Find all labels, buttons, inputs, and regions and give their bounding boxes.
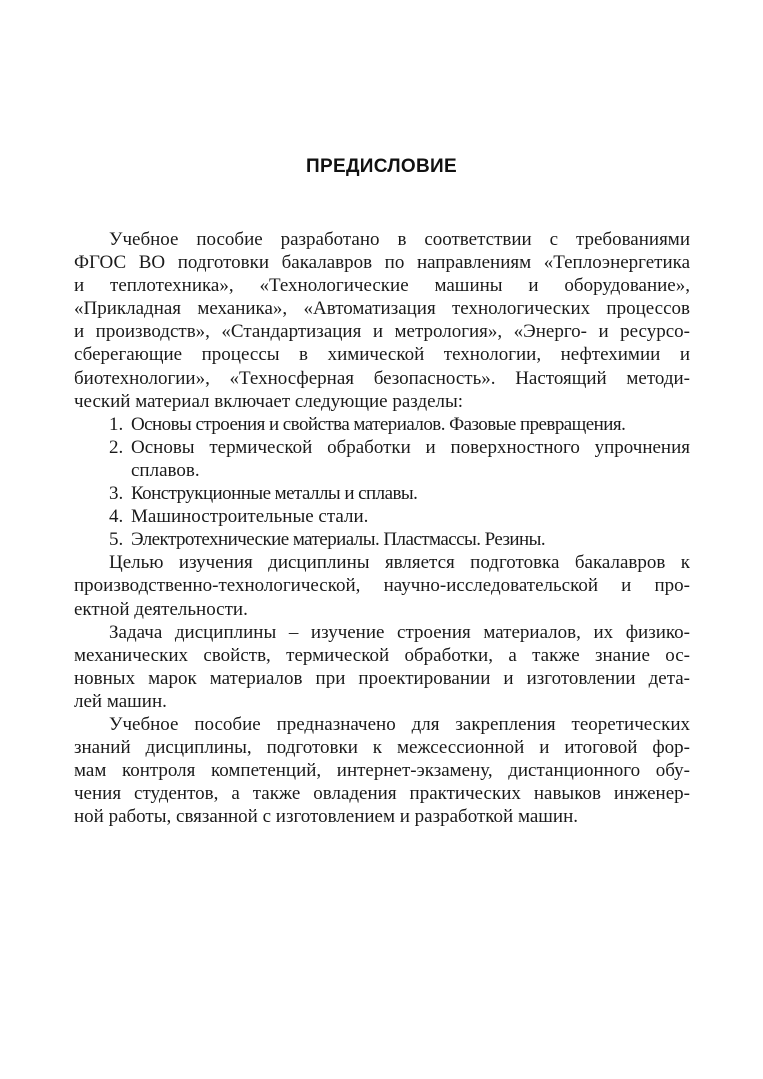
text-line: «Прикладная механика», «Автоматизация технологических процессов (74, 298, 690, 320)
list-item (74, 528, 690, 551)
list-item (74, 505, 690, 528)
list-item-number: 5. (109, 529, 124, 551)
sections-list (74, 413, 690, 552)
text-line: Учебное пособие разработано в соответствии с требованиями (109, 229, 690, 250)
text-line: ной работы, связанной с изготовлением и разработкой машин. (74, 806, 578, 828)
list-item-text: Основы строения и свойства материалов. Фазовые превращения. (131, 413, 626, 435)
text-line: Задача дисциплины – изучение строения материалов, их физико- (109, 621, 690, 643)
text-line: ектной деятельности. (74, 598, 248, 620)
text-line: знаний дисциплины, подготовки к межсессионной и итоговой фор- (74, 737, 690, 759)
list-item (74, 413, 690, 436)
purpose-paragraph (74, 713, 690, 828)
text-line: ческий материал включает следующие разделы: (74, 390, 464, 412)
list-item-text: Основы термической обработки и поверхностного упрочнения (131, 436, 690, 458)
task-paragraph (74, 621, 690, 713)
list-item-number: 1. (109, 413, 124, 435)
list-item-number: 2. (109, 436, 124, 458)
list-item (74, 482, 690, 505)
text-line: производственно-технологической, научно-исследовательской и про- (74, 575, 690, 597)
text-line: чения студентов, а также овладения практических навыков инженер- (74, 783, 690, 805)
text-line: и производств», «Стандартизация и метрология», «Энерго- и ресурсо- (74, 321, 690, 343)
text-line: новных марок материалов при проектировании и изготовлении дета- (74, 667, 690, 689)
list-item-text: Машиностроительные стали. (131, 506, 369, 528)
list-item-number: 3. (109, 483, 124, 505)
list-item-number: 4. (109, 506, 124, 528)
list-item-text: Электротехнические материалы. Пластмассы. Резины. (131, 529, 546, 551)
list-item-text: Конструкционные металлы и сплавы. (131, 483, 418, 505)
list-item-text: сплавов. (131, 459, 200, 481)
goal-paragraph (74, 551, 690, 620)
text-line: сберегающие процессы в химической технологии, нефтехимии и (74, 344, 690, 366)
intro-paragraph (74, 228, 690, 413)
text-line: Учебное пособие предназначено для закрепления теоретических (109, 713, 690, 735)
text-line: Целью изучения дисциплины является подготовка бакалавров к (109, 552, 690, 574)
text-line: мам контроля компетенций, интернет-экзамену, дистанционного обу- (74, 760, 690, 782)
preface-body (74, 228, 690, 828)
list-item (74, 436, 690, 482)
text-line: биотехнологии», «Техносферная безопасность». Настоящий методи- (74, 367, 690, 389)
text-line: лей машин. (74, 690, 167, 712)
page-title: ПРЕДИСЛОВИЕ (306, 156, 457, 177)
text-line: и теплотехника», «Технологические машины и оборудование», (74, 275, 690, 297)
text-line: механических свойств, термической обработки, а также знание ос- (74, 644, 690, 666)
text-line: ФГОС ВО подготовки бакалавров по направлениям «Теплоэнергетика (74, 252, 690, 274)
